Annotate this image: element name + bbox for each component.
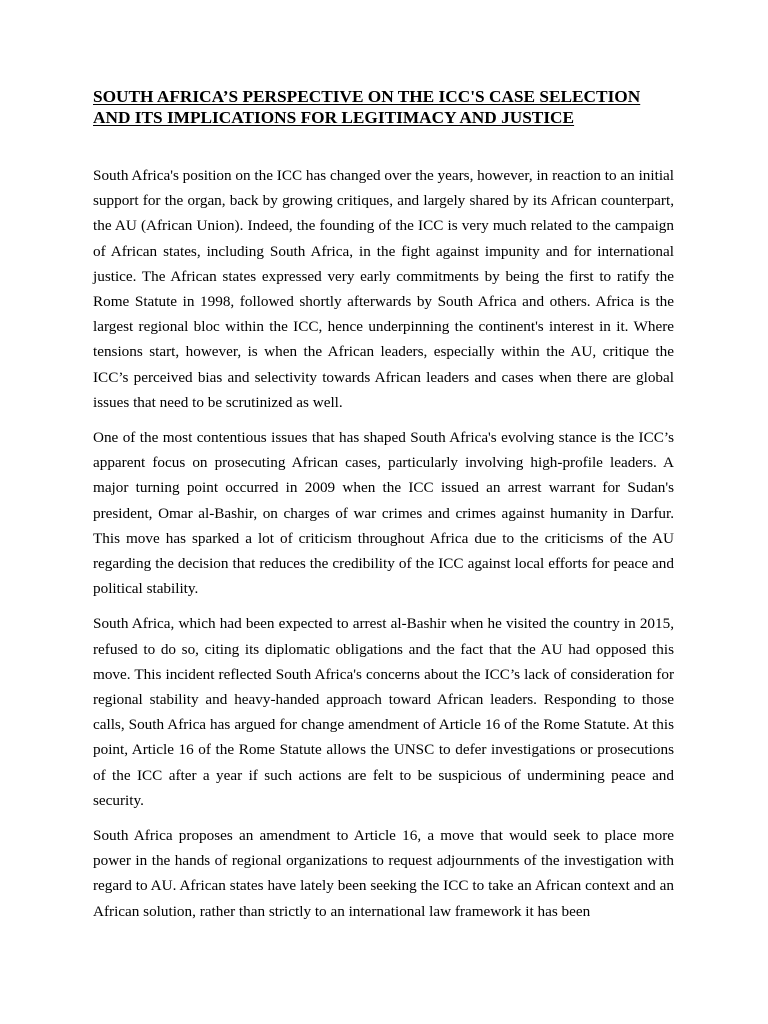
title-line-1: SOUTH AFRICA’S PERSPECTIVE ON THE ICC'S CASE SELECTION xyxy=(93,87,641,106)
document-body xyxy=(93,163,674,924)
paragraph-2: One of the most contentious issues that has shaped South Africa's evolving stance is the ICC’s apparent focus on prosecuting African cases, particularly involving high-profile leaders. A major turning point occurred in 2009 when the ICC issued an arrest warrant for Sudan's president, Omar al-Bashir, on charges of war crimes and crimes against humanity in Darfur. This move has sparked a lot of criticism throughout Africa due to the criticisms of the AU regarding the decision that reduces the credibility of the ICC against local efforts for peace and political stability. xyxy=(93,429,674,598)
paragraph-3: South Africa, which had been expected to arrest al-Bashir when he visited the country in 2015, refused to do so, citing its diplomatic obligations and the fact that the AU had opposed this move. This incident reflected South Africa's concerns about the ICC’s lack of consideration for regional stability and heavy-handed approach toward African leaders. Responding to those calls, South Africa has argued for change amendment of Article 16 of the Rome Statute. At this point, Article 16 of the Rome Statute allows the UNSC to defer investigations or prosecutions of the ICC after a year if such actions are felt to be suspicious of undermining peace and security. xyxy=(93,615,674,809)
document-page xyxy=(93,86,674,934)
paragraph-4: South Africa proposes an amendment to Article 16, a move that would seek to place more power in the hands of regional organizations to request adjournments of the investigation with regard to AU. African states have lately been seeking the ICC to take an African context and an African solution, rather than strictly to an international law framework it has been xyxy=(93,827,674,920)
document-title xyxy=(93,86,674,128)
title-line-2: AND ITS IMPLICATIONS FOR LEGITIMACY AND JUSTICE xyxy=(93,108,575,127)
paragraph-1: South Africa's position on the ICC has changed over the years, however, in reaction to an initial support for the organ, back by growing critiques, and largely shared by its African counterpart, the AU (African Union). Indeed, the founding of the ICC is very much related to the campaign of African states, including South Africa, in the fight against impunity and for international justice. The African states expressed very early commitments by being the first to ratify the Rome Statute in 1998, followed shortly afterwards by South Africa and others. Africa is the largest regional bloc within the ICC, hence underpinning the continent's interest in it. Where tensions start, however, is when the African leaders, especially within the AU, critique the ICC’s perceived bias and selectivity towards African leaders and cases when there are global issues that need to be scrutinized as well. xyxy=(93,167,674,411)
